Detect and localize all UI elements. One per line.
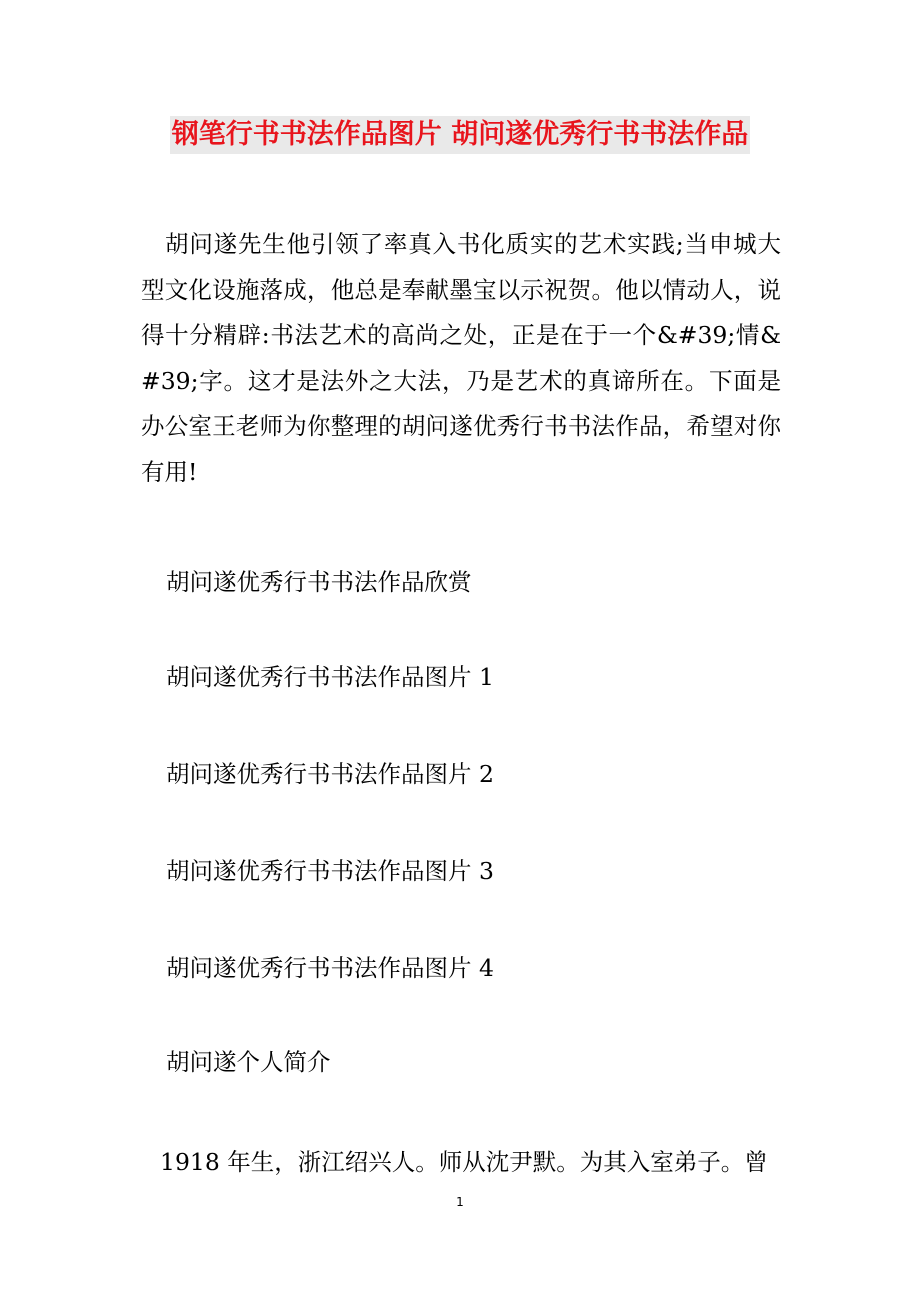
section-heading-appreciation: 胡问遂优秀行书书法作品欣赏 <box>166 568 472 596</box>
biography-paragraph: 1918 年生，浙江绍兴人。师从沈尹默。为其入室弟子。曾 <box>160 1148 768 1176</box>
section-heading-biography: 胡问遂个人简介 <box>166 1048 331 1076</box>
section-image-caption-2: 胡问遂优秀行书书法作品图片 2 <box>166 760 494 788</box>
intro-paragraph: 胡问遂先生他引领了率真入书化质实的艺术实践;当申城大型文化设施落成，他总是奉献墨宝以示祝贺。他以情动人，说得十分精辟:书法艺术的高尚之处，正是在于一个&#39;情&#39;字。这才是法外之大法，乃是艺术的真谛所在。下面是办公室王老师为你整理的胡问遂优秀行书书法作品，希望对你有用! <box>141 230 781 486</box>
section-image-caption-4: 胡问遂优秀行书书法作品图片 4 <box>166 954 494 982</box>
section-image-caption-1: 胡问遂优秀行书书法作品图片 1 <box>166 663 494 691</box>
title-container <box>0 116 920 154</box>
section-image-caption-3: 胡问遂优秀行书书法作品图片 3 <box>166 857 494 885</box>
document-title: 钢笔行书书法作品图片 胡问遂优秀行书书法作品 <box>170 116 750 154</box>
page-number: 1 <box>456 1195 464 1209</box>
